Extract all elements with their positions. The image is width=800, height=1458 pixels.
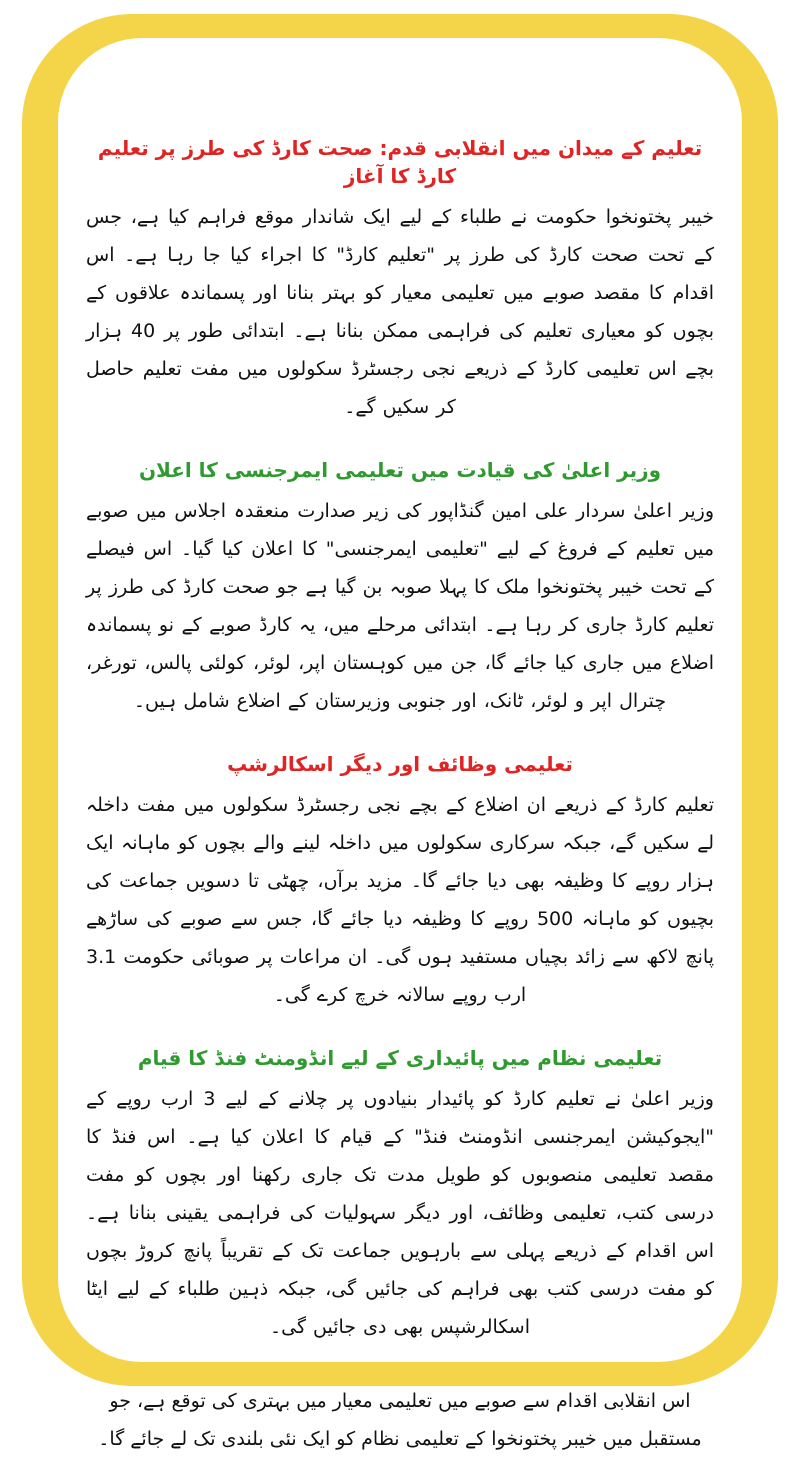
closing-paragraph: اس انقلابی اقدام سے صوبے میں تعلیمی معیار میں بہتری کی توقع ہے، جو مستقبل میں خیبر پختونخوا کے تعلیمی نظام کو ایک نئی بلندی تک لے جائے گا۔ — [98, 1390, 702, 1450]
section-heading: تعلیمی وظائف اور دیگر اسکالرشپ — [227, 752, 573, 776]
section-stipends-scholarships — [86, 750, 714, 1014]
section-heading: وزیر اعلیٰ کی قیادت میں تعلیمی ایمرجنسی کا اعلان — [138, 458, 662, 482]
section-endowment-fund — [86, 1044, 714, 1346]
article-card — [58, 38, 742, 1450]
section-education-emergency — [86, 456, 714, 720]
section-heading: تعلیم کے میدان میں انقلابی قدم: صحت کارڈ کی طرز پر تعلیم کارڈ کا آغاز — [97, 136, 703, 188]
section-education-card-launch — [86, 134, 714, 426]
section-body: تعلیم کارڈ کے ذریعے ان اضلاع کے بچے نجی رجسٹرڈ سکولوں میں مفت داخلہ لے سکیں گے، جبکہ سرکاری سکولوں میں داخلہ لینے والے بچوں کو ماہانہ ایک ہزار روپے کا وظیفہ بھی دیا جائے گا۔ مزید برآں، چھٹی تا دسویں جماعت کی بچیوں کو ماہانہ 500 روپے کا وظیفہ دیا جائے گا، جس سے صوبے کی ساڑھے پانچ لاکھ سے زائد بچیاں مستفید ہوں گی۔ ان مراعات پر صوبائی حکومت 3.1 ارب روپے سالانہ خرچ کرے گی۔ — [86, 794, 715, 1006]
article-content — [86, 134, 714, 1458]
section-body: وزیر اعلیٰ نے تعلیم کارڈ کو پائیدار بنیادوں پر چلانے کے لیے 3 ارب روپے کے "ایجوکیشن ایمرجنسی انڈومنٹ فنڈ" کے قیام کا اعلان کیا ہے۔ اس فنڈ کا مقصد تعلیمی منصوبوں کو طویل مدت تک جاری رکھنا اور بچوں کو مفت درسی کتب، تعلیمی وظائف، اور دیگر سہولیات کی فراہمی یقینی بنانا ہے۔ اس اقدام کے ذریعے پہلی سے بارہویں جماعت تک کے تقریباً پانچ کروڑ بچوں کو مفت درسی کتب بھی فراہم کی جائیں گی، جبکہ ذہین طلباء کے لیے ایٹا اسکالرشپس بھی دی جائیں گی۔ — [86, 1088, 714, 1338]
section-body: خیبر پختونخوا حکومت نے طلباء کے لیے ایک شاندار موقع فراہم کیا ہے، جس کے تحت صحت کارڈ کی طرز پر "تعلیم کارڈ" کا اجراء کیا جا رہا ہے۔ اس اقدام کا مقصد صوبے میں تعلیمی معیار کو بہتر بنانا اور پسماندہ علاقوں کے بچوں کو معیاری تعلیم کی فراہمی ممکن بنانا ہے۔ ابتدائی طور پر 40 ہزار بچے اس تعلیمی کارڈ کے ذریعے نجی رجسٹرڈ سکولوں میں مفت تعلیم حاصل کر سکیں گے۔ — [86, 206, 714, 418]
section-body: وزیر اعلیٰ سردار علی امین گنڈاپور کی زیر صدارت منعقدہ اجلاس میں صوبے میں تعلیم کے فروغ کے لیے "تعلیمی ایمرجنسی" کا اعلان کیا گیا۔ اس فیصلے کے تحت خیبر پختونخوا ملک کا پہلا صوبہ بن گیا ہے جو صحت کارڈ کی طرز پر تعلیم کارڈ جاری کر رہا ہے۔ ابتدائی مرحلے میں، یہ کارڈ صوبے کے نو پسماندہ اضلاع میں جاری کیا جائے گا، جن میں کوہستان اپر، لوئر، کولئی پالس، تورغر، چترال اپر و لوئر، ٹانک، اور جنوبی وزیرستان کے اضلاع شامل ہیں۔ — [86, 500, 714, 712]
section-heading: تعلیمی نظام میں پائیداری کے لیے انڈومنٹ فنڈ کا قیام — [137, 1046, 663, 1070]
yellow-phone-frame — [22, 14, 778, 1450]
